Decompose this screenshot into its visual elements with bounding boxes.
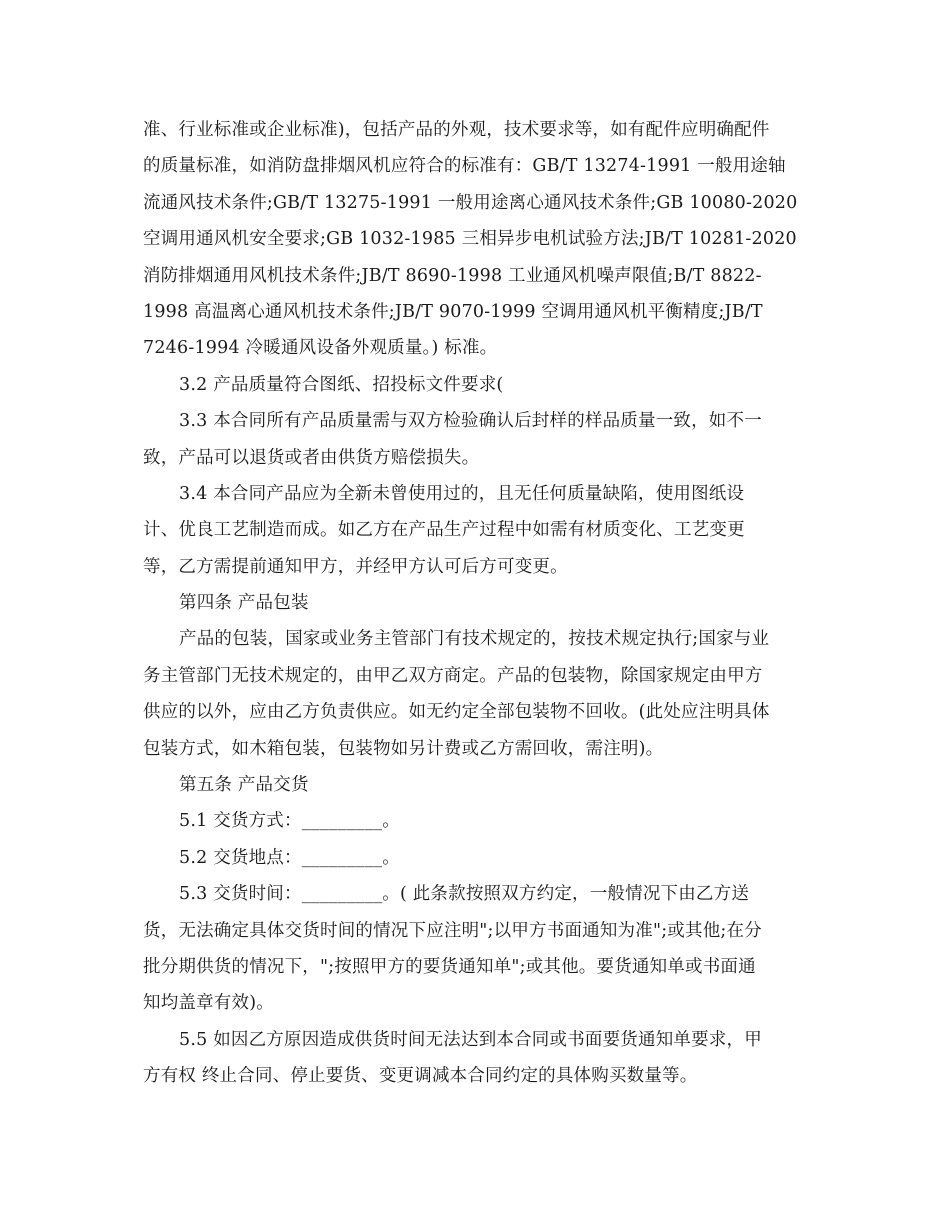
text-line: 的质量标准，如消防盘排烟风机应符合的标准有：GB/T 13274-1991 一般用途轴 (143, 156, 786, 177)
text-line: 等，乙方需提前通知甲方，并经甲方认可后方可变更。 (143, 556, 568, 577)
text-line: 致，产品可以退货或者由供货方赔偿损失。 (143, 447, 480, 468)
clause-5-5: 5.5 如因乙方原因造成供货时间无法达到本合同或书面要货通知单要求，甲 (179, 1029, 762, 1050)
clause-5-3: 5.3 交货时间：_________。( 此条款按照双方约定，一般情况下由乙方送 (179, 884, 750, 905)
text-line: 空调用通风机安全要求;GB 1032-1985 三相异步电机试验方法;JB/T 10281-2020 (143, 229, 797, 250)
text-line: 方有权 终止合同、停止要货、变更调减本合同约定的具体购买数量等。 (143, 1066, 698, 1087)
clause-3-4: 3.4 本合同产品应为全新未曾使用过的，且无任何质量缺陷，使用图纸设 (179, 483, 745, 504)
document-body (143, 112, 803, 1095)
clause-3-3: 3.3 本合同所有产品质量需与双方检验确认后封样的样品质量一致，如不一 (179, 411, 762, 432)
text-line: 7246-1994 冷暖通风设备外观质量。) 标准。 (143, 338, 498, 359)
text-line: 准、行业标准或企业标准)，包括产品的外观，技术要求等，如有配件应明确配件 (143, 120, 770, 140)
clause-5-1: 5.1 交货方式：_________。 (179, 811, 400, 832)
text-line: 包装方式，如木箱包装，包装物如另计费或乙方需回收，需注明)。 (143, 738, 664, 759)
text-line: 知均盖章有效)。 (143, 993, 274, 1014)
text-line: 批分期供货的情况下，";按照甲方的要货通知单";或其他。要货通知单或书面通 (143, 956, 756, 977)
clause-3-2: 3.2 产品质量符合图纸、招投标文件要求( (179, 374, 504, 395)
text-line: 货，无法确定具体交货时间的情况下应注明";以甲方书面通知为准";或其他;在分 (143, 920, 762, 941)
text-line: 1998 高温离心通风机技术条件;JB/T 9070-1999 空调用通风机平衡精度;JB/T (143, 301, 763, 322)
clause-5-2: 5.2 交货地点：_________。 (179, 847, 400, 868)
paragraph-packaging: 产品的包装，国家或业务主管部门有技术规定的，按技术规定执行;国家与业 (179, 629, 770, 650)
section-heading-article-5: 第五条 产品交货 (179, 775, 309, 796)
text-line: 供应的以外，应由乙方负责供应。如无约定全部包装物不回收。(此处应注明具体 (143, 702, 770, 723)
text-line: 流通风技术条件;GB/T 13275-1991 一般用途离心通风技术条件;GB 10080-2020 (143, 192, 798, 213)
text-line: 计、优良工艺制造而成。如乙方在产品生产过程中如需有材质变化、工艺变更 (143, 520, 745, 541)
text-line: 务主管部门无技术规定的，由甲乙双方商定。产品的包装物，除国家规定由甲方 (143, 665, 763, 686)
section-heading-article-4: 第四条 产品包装 (179, 593, 309, 614)
text-line: 消防排烟通用风机技术条件;JB/T 8690-1998 工业通风机噪声限值;B/T 8822- (143, 265, 762, 286)
